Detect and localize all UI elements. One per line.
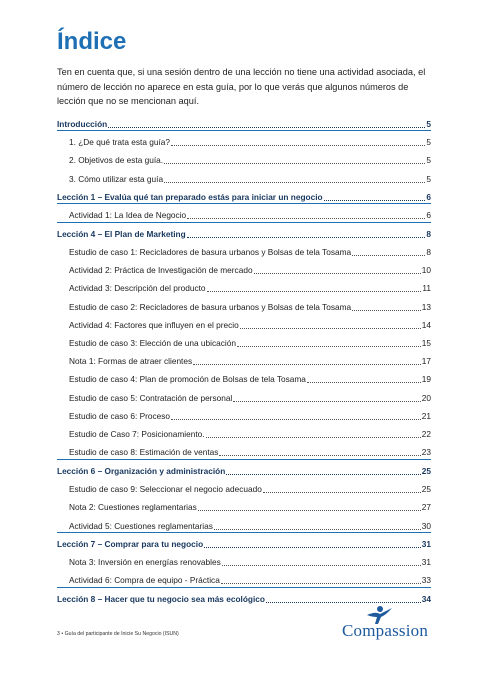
toc-entry-label: Lección 8 – Hacer que tu negocio sea más ecológico [57,594,265,604]
toc-entry-page-number: 5 [426,155,431,165]
page-title: Índice [57,28,127,55]
toc-leader-dots [187,210,425,219]
toc-entry-page-number: 13 [421,302,431,312]
toc-entry[interactable] [57,227,431,240]
toc-leader-dots [226,466,420,475]
toc-entry-page-number: 22 [421,429,431,439]
toc-leader-dots [198,502,421,511]
toc-entry-label: Estudio de caso 3: Elección de una ubicación [69,338,236,348]
toc-leader-dots [237,338,421,347]
toc-entry-label: Actividad 5: Cuestiones reglamentarias [69,521,213,531]
toc-leader-dots [352,247,425,256]
toc-entry[interactable] [57,537,431,550]
intro-paragraph: Ten en cuenta que, si una sesión dentro de una lección no tiene una actividad asociada, el número de lección no aparece en esta guía, por lo que verás que algunos números de lección que no se mencionan aquí. [57,67,426,106]
toc-entry-page-number: 21 [421,411,431,421]
toc-leader-dots [204,539,421,548]
toc-leader-dots [108,119,425,128]
toc-entry-page-number: 8 [426,229,431,239]
toc-entry-page-number: 27 [421,502,431,512]
toc-entry-label: Estudio de caso 5: Contratación de personal [69,393,233,403]
toc-entry[interactable] [57,172,431,185]
toc-entry-label: Actividad 1: La Idea de Negocio [69,210,187,220]
toc-entry-page-number: 25 [421,484,431,494]
toc-entry[interactable] [57,117,431,130]
toc-entry-page-number: 14 [421,320,431,330]
toc-entry-label: Introducción [57,119,108,129]
toc-entry[interactable] [57,190,431,203]
toc-entry-page-number: 17 [421,356,431,366]
toc-entry-page-number: 6 [426,210,431,220]
toc-entry[interactable] [57,281,431,294]
toc-entry-page-number: 5 [426,119,431,129]
toc-leader-dots [307,374,421,383]
toc-leader-dots [214,521,421,530]
toc-leader-dots [187,229,426,238]
toc-entry[interactable] [57,245,431,258]
toc-leader-dots [233,393,420,402]
toc-entry-label: Estudio de caso 6: Proceso [69,411,171,421]
toc-entry-label: Lección 7 – Comprar para tu negocio [57,539,204,549]
toc-entry-label: Estudio de caso 8: Estimación de ventas [69,447,219,457]
toc-entry[interactable] [57,372,431,385]
toc-entry-page-number: 33 [421,575,431,585]
toc-entry[interactable] [57,208,431,221]
toc-leader-dots [206,429,421,438]
toc-entry-label: Estudio de caso 4: Plan de promoción de Bolsas de tela Tosama [69,374,306,384]
toc-entry[interactable] [57,482,431,495]
toc-entry[interactable] [57,336,431,349]
toc-leader-dots [219,447,420,456]
toc-entry-page-number: 19 [421,374,431,384]
section-divider [57,203,431,204]
section-divider [57,222,431,223]
toc-entry-page-number: 5 [426,174,431,184]
toc-entry-label: 2. Objetivos de esta guía. [69,155,164,165]
toc-leader-dots [164,174,425,183]
toc-entry[interactable] [57,300,431,313]
toc-entry-label: Lección 4 – El Plan de Marketing [57,229,186,239]
toc-entry-page-number: 5 [426,137,431,147]
toc-entry[interactable] [57,409,431,422]
toc-entry-label: Estudio de caso 2: Recicladores de basura urbanos y Bolsas de tela Tosama [69,302,352,312]
toc-entry-label: Nota 2: Cuestiones reglamentarias [69,502,197,512]
toc-entry[interactable] [57,464,431,477]
toc-entry[interactable] [57,445,431,458]
section-divider [57,587,431,588]
toc-entry[interactable] [57,391,431,404]
section-divider [57,130,431,131]
toc-entry-page-number: 10 [421,265,431,275]
toc-entry[interactable] [57,573,431,586]
compassion-logo [342,605,437,645]
section-divider [57,459,431,460]
toc-entry-label: Nota 1: Formas de atraer clientes [69,356,193,366]
toc-leader-dots [240,320,421,329]
toc-entry-label: Actividad 2: Práctica de Investigación de mercado [69,265,253,275]
section-divider [57,532,431,533]
toc-leader-dots [171,411,421,420]
toc-leader-dots [222,557,421,566]
toc-entry-label: Estudio de Caso 7: Posicionamiento. [69,429,205,439]
toc-entry-page-number: 20 [421,393,431,403]
toc-entry[interactable] [57,519,431,532]
toc-leader-dots [324,192,426,201]
toc-leader-dots [193,356,421,365]
toc-entry-label: Actividad 4: Factores que influyen en el precio [69,320,239,330]
toc-entry-label: Lección 6 – Organización y administración [57,466,226,476]
toc-entry-page-number: 6 [426,192,431,202]
toc-entry-page-number: 8 [426,247,431,257]
toc-entry[interactable] [57,318,431,331]
toc-leader-dots [171,137,425,146]
toc-entry-label: Estudio de caso 1: Recicladores de basura urbanos y Bolsas de tela Tosama [69,247,352,257]
toc-entry-page-number: 25 [421,466,431,476]
toc-entry-page-number: 34 [421,594,431,604]
toc-entry-page-number: 31 [421,539,431,549]
toc-leader-dots [352,302,421,311]
toc-entry-page-number: 31 [421,557,431,567]
toc-entry-page-number: 30 [421,521,431,531]
toc-entry[interactable] [57,153,431,166]
toc-entry-page-number: 15 [421,338,431,348]
toc-entry-label: 3. Cómo utilizar esta guía [69,174,164,184]
toc-entry-label: Estudio de caso 9: Seleccionar el negocio adecuado [69,484,262,494]
toc-entry[interactable] [57,500,431,513]
toc-entry-label: Nota 3: Inversión en energías renovables [69,557,221,567]
toc-entry-label: 1. ¿De qué trata esta guía? [69,137,171,147]
toc-entry-page-number: 23 [421,447,431,457]
toc-leader-dots [207,283,422,292]
toc-entry[interactable] [57,555,431,568]
toc-entry-label: Lección 1 – Evalúa qué tan preparado estás para iniciar un negocio [57,192,323,202]
toc-entry[interactable] [57,135,431,148]
toc-entry-label: Actividad 3: Descripción del producto [69,283,206,293]
toc-entry-page-number: 11 [422,283,431,293]
toc-leader-dots [221,575,421,584]
toc-entry[interactable] [57,592,431,605]
toc-leader-dots [263,484,421,493]
toc-leader-dots [266,594,421,603]
toc-leader-dots [164,155,425,164]
toc-entry[interactable] [57,354,431,367]
toc-leader-dots [254,265,421,274]
logo-wordmark: Compassion [342,621,429,640]
page-footer: 3 • Guía del participante de Inicie Su Negocio (ISUN) [57,631,179,637]
toc-entry[interactable] [57,263,431,276]
toc-entry[interactable] [57,427,431,440]
toc-entry-label: Actividad 6: Compra de equipo - Práctica [69,575,220,585]
